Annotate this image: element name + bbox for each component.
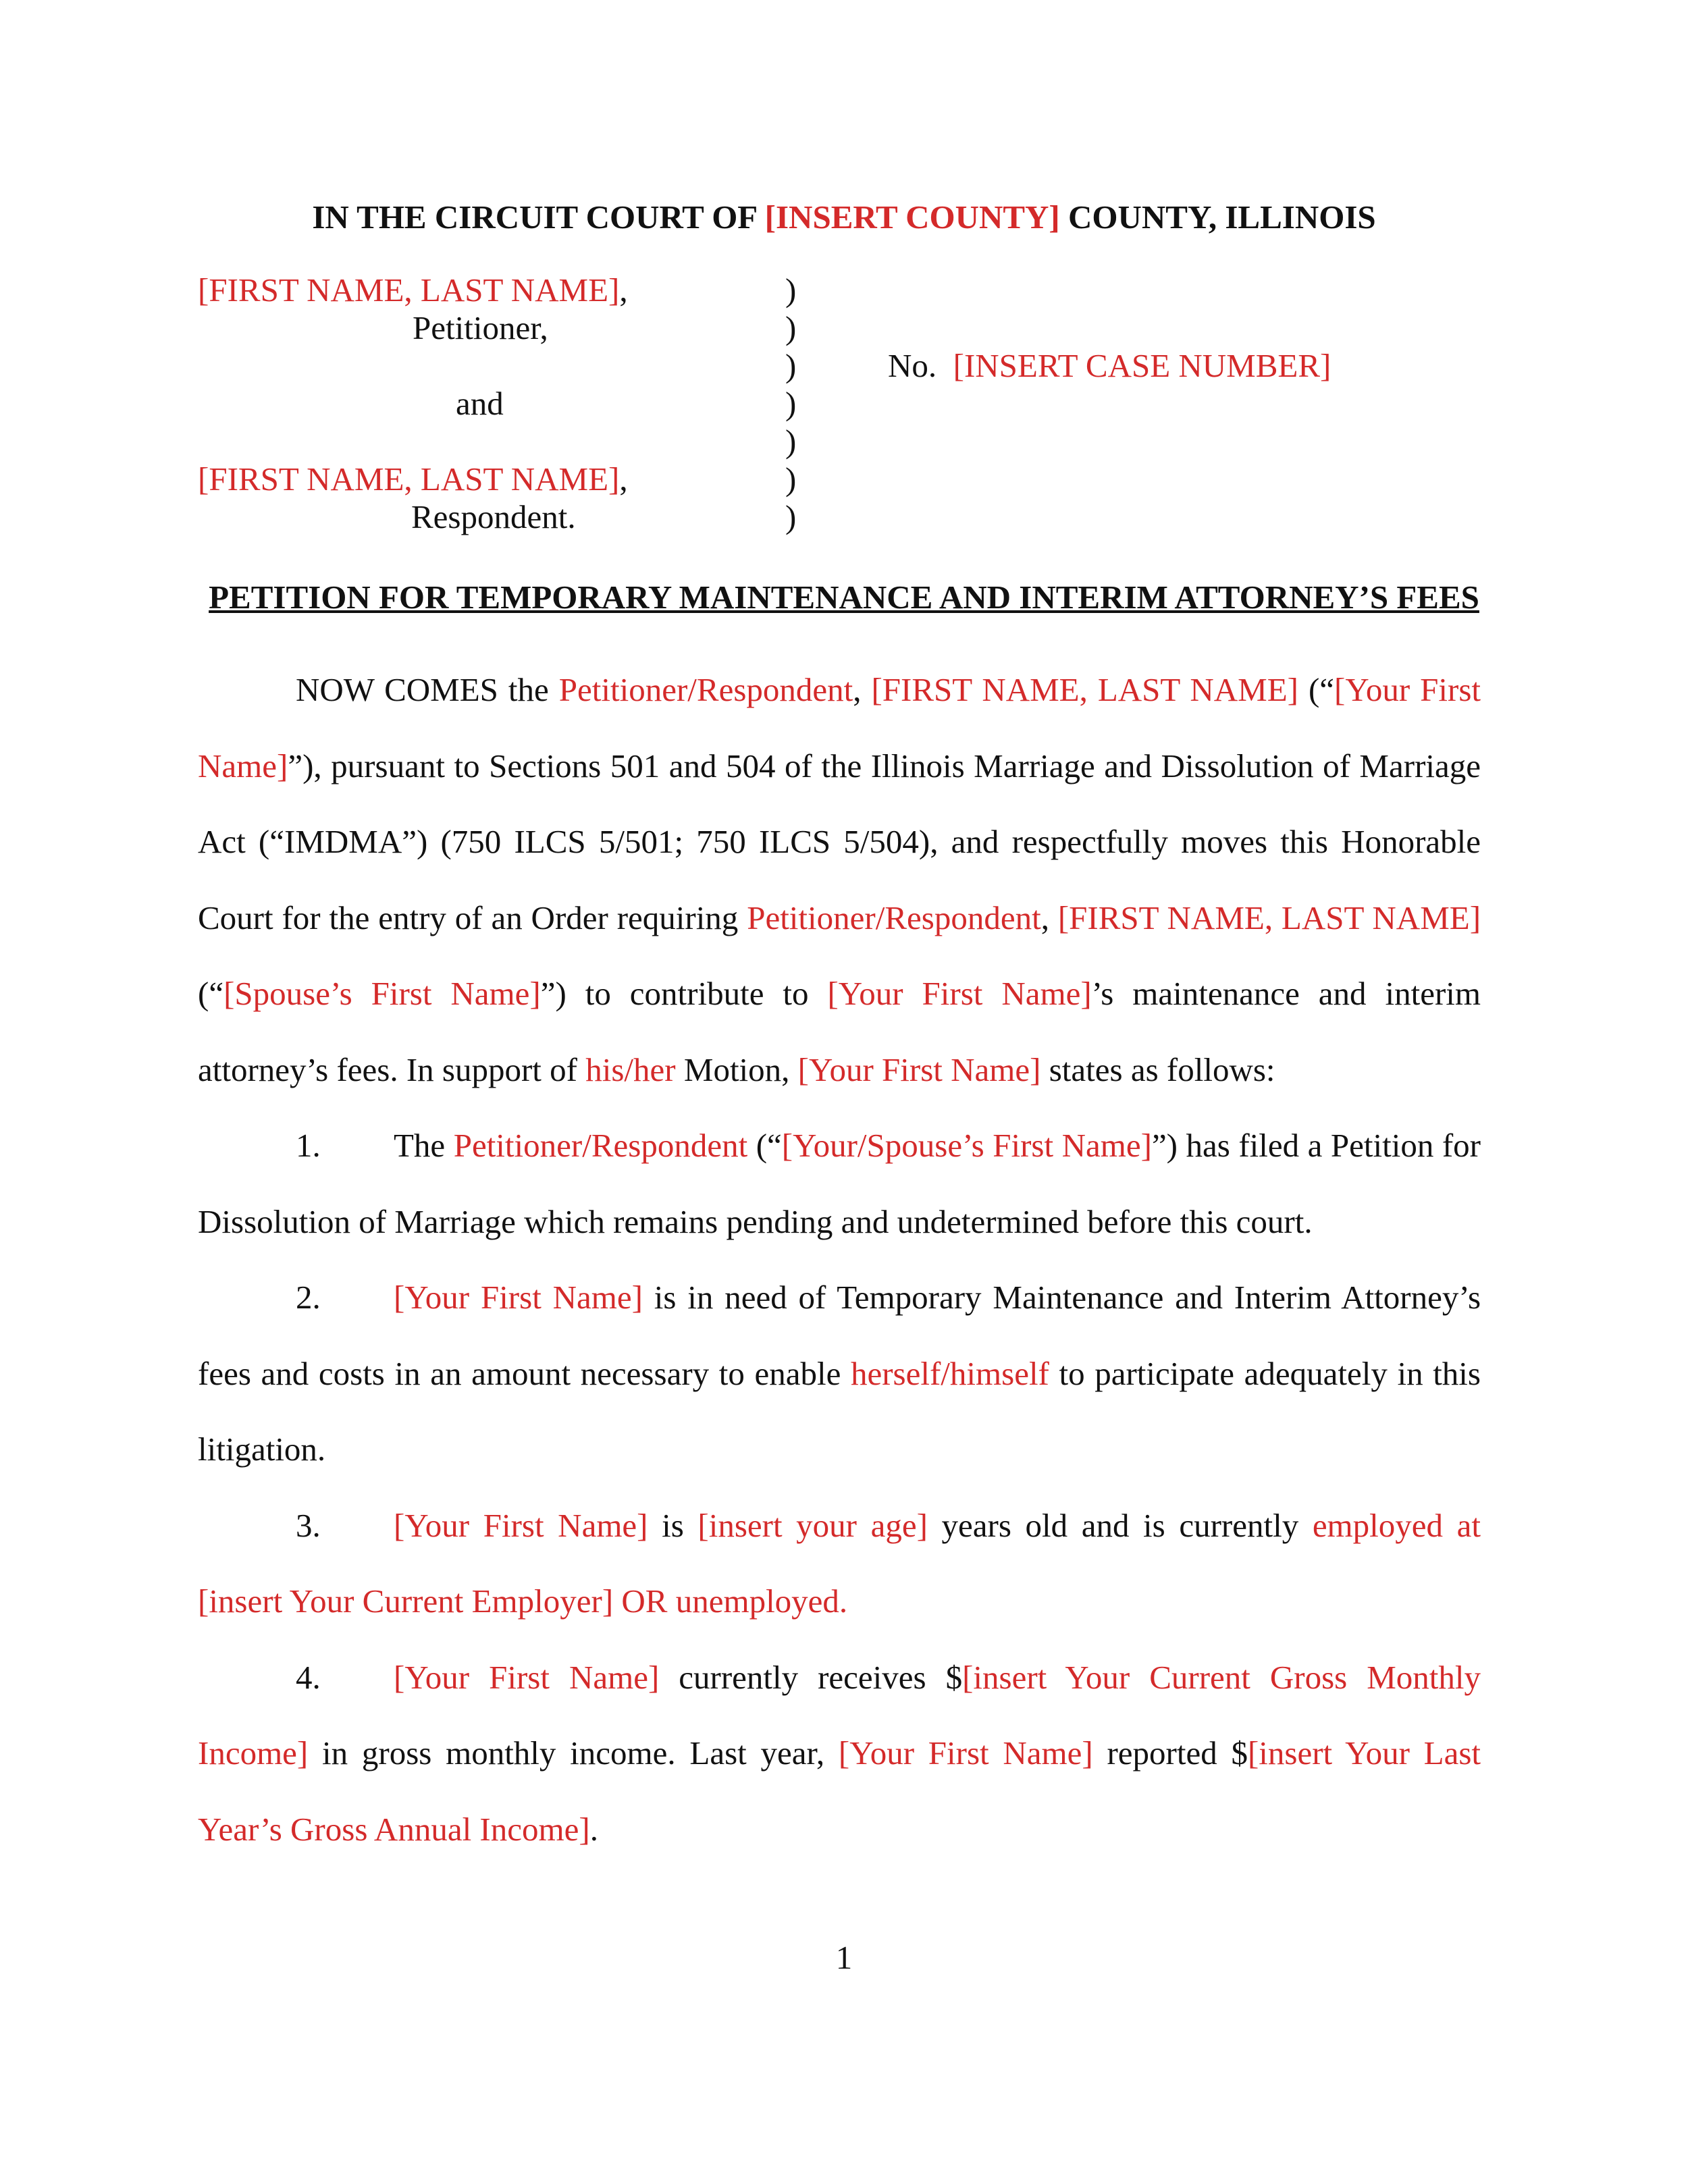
intro-text: (“ <box>1298 671 1335 708</box>
court-suffix: COUNTY, ILLINOIS <box>1059 198 1376 236</box>
caption-paren: ) <box>785 309 797 346</box>
caption-paren: ) <box>785 498 797 535</box>
full-name-placeholder: [FIRST NAME, LAST NAME] <box>871 671 1298 708</box>
name-placeholder: [Your/Spouse’s First Name] <box>781 1127 1152 1164</box>
paragraph-text: reported $ <box>1092 1734 1248 1772</box>
court-prefix: IN THE CIRCUIT COURT OF <box>312 198 765 236</box>
paragraph-text: ”) has filed a Petition for Dissolution of Marriage which remains pending and undetermined before this court. <box>198 1127 1481 1240</box>
intro-text: , <box>1040 899 1058 936</box>
petitioner-comma: , <box>619 271 628 309</box>
intro-paragraph <box>198 652 1481 1108</box>
first-name-placeholder: [Your First Name] <box>198 671 1481 784</box>
spouse-name-placeholder: [Spouse’s First Name] <box>223 975 541 1012</box>
petitioner-label: Petitioner, <box>413 309 548 346</box>
case-number-placeholder: [INSERT CASE NUMBER] <box>953 347 1331 384</box>
numbered-paragraph-1 <box>198 1108 1481 1260</box>
numbered-paragraph-2 <box>198 1260 1481 1488</box>
pronoun-placeholder: his/her <box>585 1050 676 1088</box>
intro-text: Motion, <box>675 1050 798 1088</box>
intro-text: (“ <box>198 975 224 1012</box>
party-role-placeholder: Petitioner/Respondent <box>558 671 853 708</box>
paragraph-text: The <box>394 1127 454 1164</box>
caption-paren: ) <box>785 460 797 498</box>
numbered-paragraph-3 <box>198 1488 1481 1640</box>
first-name-placeholder: [Your First Name] <box>827 975 1092 1012</box>
intro-text: NOW COMES the <box>296 671 559 708</box>
paragraph-text: (“ <box>747 1127 782 1164</box>
caption-paren: ) <box>785 271 797 309</box>
case-number-label: No. <box>888 347 937 384</box>
intro-text: ”), pursuant to Sections 501 and 504 of the Illinois Marriage and Dissolution of Marriage Act (“IMDMA”) (750 ILCS 5/501; 750 ILCS 5/504), and respectfully moves this Honorable Court for the entry of an Order requiring <box>198 747 1481 936</box>
petitioner-name: [FIRST NAME, LAST NAME] <box>198 271 620 309</box>
case-number-line <box>888 347 1331 385</box>
first-name-placeholder: [Your First Name] <box>394 1506 648 1544</box>
caption-paren: ) <box>785 423 797 460</box>
monthly-income-placeholder: [insert Your Current Gross Monthly Income] <box>198 1658 1481 1772</box>
paragraph-number: 2. <box>296 1279 321 1316</box>
pronoun-placeholder: herself/himself <box>850 1354 1049 1392</box>
respondent-label: Respondent. <box>411 498 576 535</box>
court-heading <box>0 197 1688 238</box>
caption-parentheses <box>785 271 812 536</box>
party-role-placeholder: Petitioner/Respondent <box>453 1127 748 1164</box>
respondent-name: [FIRST NAME, LAST NAME] <box>198 460 620 498</box>
first-name-placeholder: [Your First Name] <box>838 1734 1093 1772</box>
paragraph-text: . <box>589 1810 598 1848</box>
full-name-placeholder: [FIRST NAME, LAST NAME] <box>1057 899 1481 936</box>
petition-body <box>198 652 1481 1867</box>
first-name-placeholder: [Your First Name] <box>394 1279 643 1316</box>
document-title: PETITION FOR TEMPORARY MAINTENANCE AND INTERIM ATTORNEY’S FEES <box>209 579 1479 616</box>
respondent-name-line <box>198 460 628 498</box>
respondent-comma: , <box>619 460 628 498</box>
numbered-paragraph-4 <box>198 1640 1481 1868</box>
and-label: and <box>456 385 504 422</box>
employment-placeholder: employed at [insert Your Current Employer] OR unemployed. <box>198 1506 1481 1620</box>
petitioner-name-line <box>198 271 628 309</box>
paragraph-text: to participate adequately in this litigation. <box>198 1354 1481 1468</box>
paragraph-text: is <box>648 1506 698 1544</box>
first-name-placeholder: [Your First Name] <box>394 1658 660 1696</box>
paragraph-number: 3. <box>296 1506 321 1544</box>
paragraph-text: in gross monthly income. Last year, <box>308 1734 839 1772</box>
intro-text: , <box>853 671 872 708</box>
intro-text: ”) to contribute to <box>540 975 828 1012</box>
paragraph-number: 1. <box>296 1127 321 1164</box>
caption-paren: ) <box>785 347 797 384</box>
annual-income-placeholder: [insert Your Last Year’s Gross Annual Income] <box>198 1734 1481 1848</box>
first-name-placeholder: [Your First Name] <box>797 1050 1041 1088</box>
paragraph-number: 4. <box>296 1658 321 1696</box>
age-placeholder: [insert your age] <box>697 1506 928 1544</box>
case-caption <box>198 271 1481 555</box>
intro-text: ’s maintenance and interim attorney’s fees. In support of <box>198 975 1481 1088</box>
caption-paren: ) <box>785 385 797 422</box>
paragraph-text: is in need of Temporary Maintenance and Interim Attorney’s fees and costs in an amount necessary to enable <box>198 1279 1481 1392</box>
paragraph-text: years old and is currently <box>927 1506 1313 1544</box>
paragraph-text: currently receives $ <box>659 1658 963 1696</box>
county-placeholder: [INSERT COUNTY] <box>764 198 1060 236</box>
intro-text: states as follows: <box>1040 1050 1275 1088</box>
page-number: 1 <box>835 1939 853 1976</box>
party-role-placeholder: Petitioner/Respondent <box>747 899 1041 936</box>
